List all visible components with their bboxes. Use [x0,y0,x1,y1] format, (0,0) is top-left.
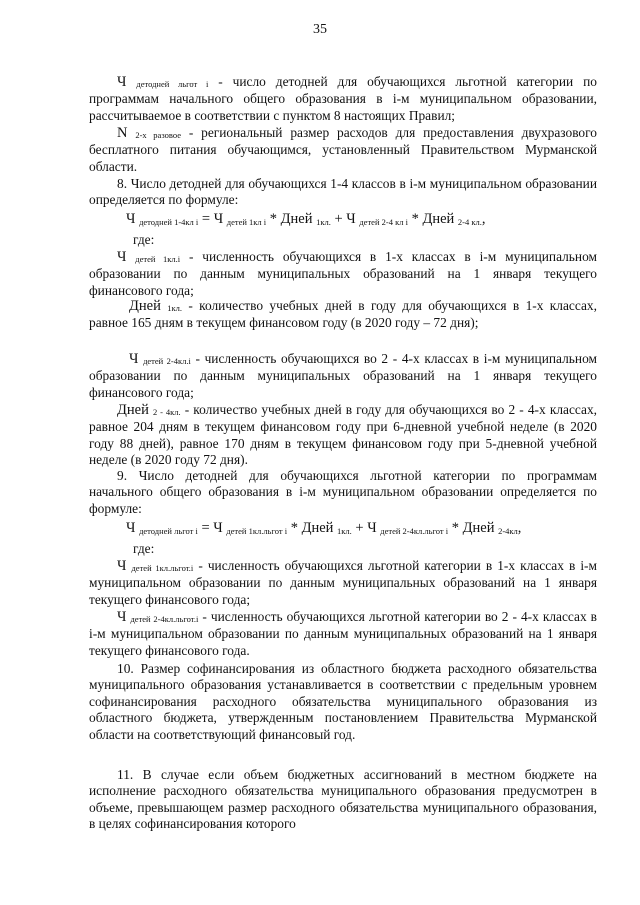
subscript: детей 2-4кл.i [143,356,191,366]
paragraph-text: - численность обучающихся льготной категории в 1-х классах в i-м муниципальном образовании по данным муниципальных образований на 1 января текущего финансового года; [89,558,597,607]
subscript: детей 2-4кл.льгот.i [130,614,199,624]
symbol: Ч [117,249,127,265]
paragraph-text: - численность обучающихся в 1-х классах в i-м муниципальном образовании по данным муниципальных образований на 1 января текущего финансового года; [89,249,597,298]
symbol: Ч [117,609,127,625]
subscript: детодней льгот i [136,79,209,89]
paragraph-item-8: 8. Число детодней для обучающихся 1-4 классов в i-м муниципальном образовании определяется по формуле: [89,176,597,208]
paragraph-text: - количество учебных дней в году для обучающихся во 2 - 4-х классах, равное 204 дням в текущем финансовом году при 6-дневной учебной неделе (в 2020 году 88 дней), равное 170 дням в текущем финансовом году при 5-дневной учебной неделе (в 2020 году 72 дня). [89,402,597,468]
subscript: 2-х разовое [135,130,181,140]
symbol: Ч [117,74,127,90]
paragraph-children-2-4-grade [89,351,597,401]
paragraph-text: - число детодней для обучающихся льготной категории по программам начального общего образования в i-м муниципальном образовании, рассчитываемое в соответствии с пунктом 8 настоящих Правил; [89,74,597,123]
paragraph-days-2-4-grade [89,402,597,469]
paragraph-regional-cost [89,125,597,175]
symbol: Ч [129,351,139,367]
paragraph-children-1st-grade [89,249,597,299]
where-label-1: где: [133,232,155,247]
symbol: Дней [129,298,161,314]
paragraph-item-10: 10. Размер софинансирования из областного бюджета расходного обязательства муниципального образования устанавливается в соответствии с предельным уровнем софинансирования расходного обязательства муниципального образования из областного бюджета, утвержденным постановлением Правительства Мурманской области на соответствующий финансовый год. [89,661,597,742]
symbol: N [117,125,128,141]
paragraph-item-11: 11. В случае если объем бюджетных ассигнований в местном бюджете на исполнение расходного обязательства муниципального образования предусмотрен в объеме, превышающем размер расходного обязательства муниципального образования, в целях софинансирования которого [89,767,597,832]
paragraph-text: - численность обучающихся льготной категории во 2 - 4-х классах в i-м муниципальном образовании по данным муниципальных образований на 1 января текущего финансового года. [89,609,597,658]
paragraph-children-2-4-grade-benefit [89,609,597,659]
page-number: 35 [313,22,327,37]
symbol: Дней [117,402,149,418]
paragraph-children-days-benefit [89,74,597,124]
paragraph-children-1st-grade-benefit [89,558,597,608]
formula-1: Ч детодней 1-4кл i = Ч детей 1кл i * Дней 1кл. + Ч детей 2-4 кл i * Дней 2-4 кл., [126,211,486,227]
subscript: детей 1кл.льгот.i [131,563,194,573]
paragraph-days-1st-grade [89,298,597,332]
paragraph-text: - региональный размер расходов для предоставления двухразового бесплатного питания обучающимся, установленный Правительством Мурманской области. [89,125,597,174]
subscript: 2 - 4кл. [152,407,181,417]
where-label-2: где: [133,541,155,556]
subscript: детей 1кл.i [135,254,181,264]
paragraph-text: - численность обучающихся во 2 - 4-х классах в i-м муниципальном образовании по данным муниципальных образований на 1 января текущего финансового года; [89,351,597,400]
formula-2: Ч детодней льгот i = Ч детей 1кл.льгот i * Дней 1кл. + Ч детей 2-4кл.льгот i * Дней 2-4кл, [126,520,522,536]
paragraph-item-9: 9. Число детодней для обучающихся льготной категории по программам начального общего образования в i-м муниципальном образовании определяется по формуле: [89,468,597,516]
symbol: Ч [117,558,127,574]
subscript: 1кл. [167,303,182,313]
paragraph-text: - количество учебных дней в году для обучающихся в 1-х классах, равное 165 дням в текущем финансовом году (в 2020 году – 72 дня); [89,298,597,331]
